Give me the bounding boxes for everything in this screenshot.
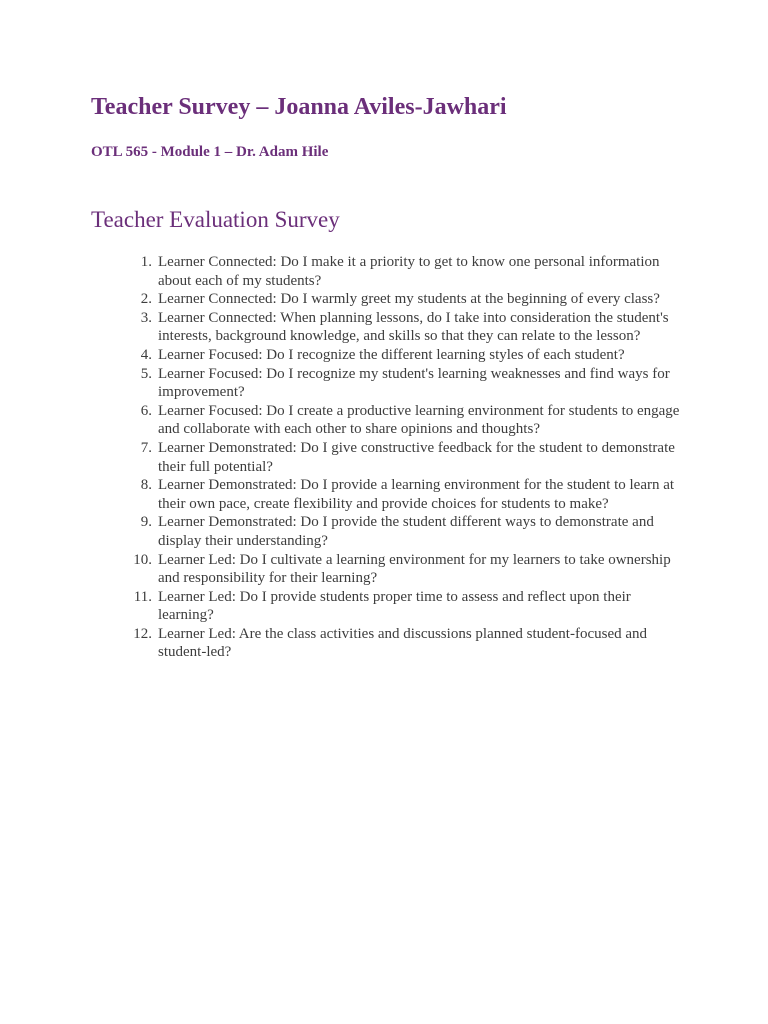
question-text: Learner Led: Do I provide students proper time to assess and reflect upon their learning? — [158, 588, 631, 624]
question-text: Learner Demonstrated: Do I provide the student different ways to demonstrate and display their understanding? — [158, 514, 654, 549]
question-number: 1. — [140, 254, 152, 270]
survey-question — [140, 290, 683, 309]
question-number: 8. — [140, 477, 152, 494]
document-subtitle: OTL 565 - Module 1 – Dr. Adam Hile — [91, 144, 329, 160]
survey-question — [140, 309, 683, 346]
question-text: Learner Connected: When planning lessons, do I take into consideration the student's interests, background knowledge, and skills so that they can relate to the lesson? — [158, 309, 669, 345]
question-number: 3. — [140, 309, 152, 326]
survey-question — [140, 513, 683, 550]
survey-question — [140, 346, 683, 365]
document-title: Teacher Survey – Joanna Aviles-Jawhari — [91, 94, 507, 120]
survey-question — [133, 588, 683, 625]
survey-question — [133, 625, 683, 662]
survey-question — [140, 476, 683, 513]
survey-question — [140, 439, 683, 476]
section-heading: Teacher Evaluation Survey — [91, 207, 340, 232]
survey-question — [140, 402, 683, 439]
question-text: Learner Led: Do I cultivate a learning environment for my learners to take ownership and responsibility for their learning? — [158, 551, 671, 587]
question-number: 9. — [140, 514, 152, 531]
question-number: 5. — [140, 365, 152, 382]
question-text: Learner Connected: Do I make it a priority to get to know one personal information about each of my students? — [158, 254, 660, 289]
question-text: Learner Demonstrated: Do I give constructive feedback for the student to demonstrate their full potential? — [158, 439, 675, 475]
question-number: 11. — [133, 588, 152, 605]
survey-question-list — [133, 253, 683, 662]
question-text: Learner Demonstrated: Do I provide a learning environment for the student to learn at their own pace, create flexibility and provide choices for students to make? — [158, 477, 675, 512]
survey-question — [133, 551, 683, 588]
question-text: Learner Focused: Do I recognize my student's learning weaknesses and find ways for improvement? — [158, 365, 670, 401]
question-number: 2. — [140, 291, 152, 308]
survey-question — [140, 365, 683, 402]
question-number: 7. — [140, 439, 152, 456]
question-text: Learner Led: Are the class activities and discussions planned student-focused and student-led? — [158, 625, 648, 661]
question-number: 6. — [140, 402, 152, 419]
question-text: Learner Focused: Do I create a productive learning environment for students to engage and collaborate with each other to share opinions and thoughts? — [158, 402, 680, 438]
question-number: 12. — [133, 625, 152, 642]
question-number: 10. — [133, 551, 152, 568]
survey-question — [140, 253, 683, 290]
question-text: Learner Focused: Do I recognize the different learning styles of each student? — [158, 346, 625, 363]
question-number: 4. — [140, 346, 152, 363]
question-text: Learner Connected: Do I warmly greet my students at the beginning of every class? — [158, 291, 660, 308]
